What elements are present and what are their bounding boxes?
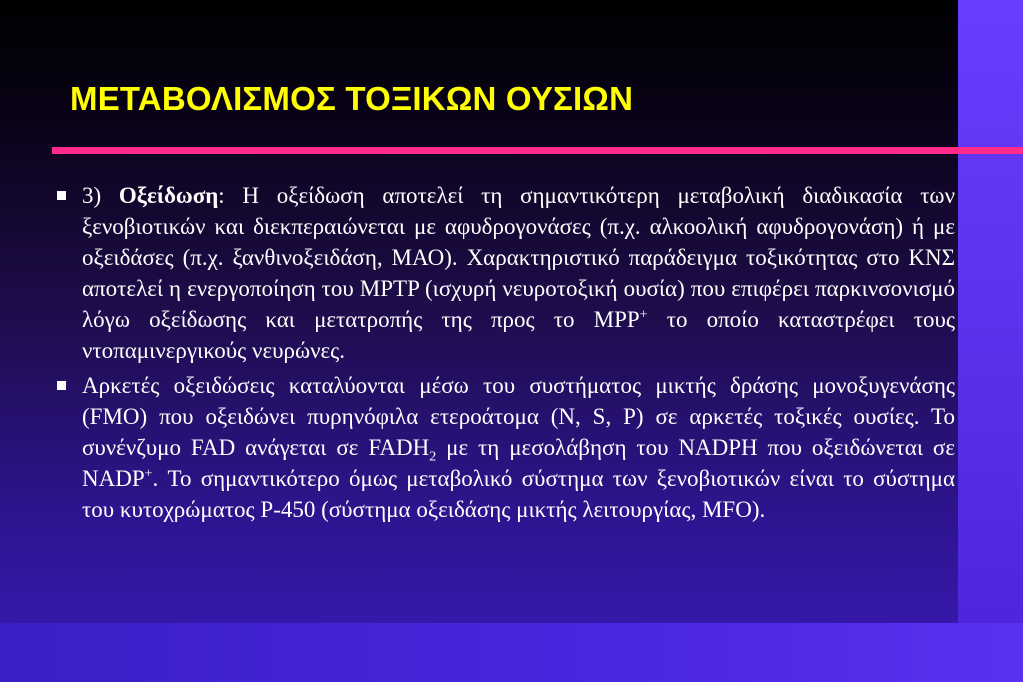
bullet-text: Αρκετές οξειδώσεις καταλύονται μέσω του συστήματος μικτής δράσης μονοξυγενάσης (FMO) που οξειδώνει πυρηνόφιλα ετεροάτομα (N, S, P) σε αρκετές τοξικές ουσίες. Το συνένζυμο FAD ανάγεται σε FADH (82, 373, 955, 460)
bottom-accent-band (0, 623, 1023, 682)
bullet-oxidation (52, 180, 955, 366)
bullet-text: : Η οξείδωση αποτελεί τη σημαντικότερη μεταβολική διαδικασία των ξενοβιοτικών και διεκπεραιώνεται με αφυδρογονάσες (π.χ. αλκοολική αφυδρογονάση) ή με οξειδάσες (π.χ. ξανθινοξειδάση, ΜΑΟ). Χαρακτηριστικό παράδειγμα τοξικότητας στο ΚΝΣ αποτελεί η ενεργοποίηση του MPTP (ισχυρή νευροτοξική ουσία) που επιφέρει παρκινσονισμό λόγω οξείδωσης και μετατροπής της προς το MPP (82, 183, 955, 332)
superscript-plus: + (639, 307, 648, 323)
bullet-text-end: . Το σημαντικότερο όμως μεταβολικό σύστημα των ξενοβιοτικών είναι το σύστημα του κυτοχρώματος P-450 (σύστημα οξειδάσης μικτής λειτουργίας, MFO). (82, 466, 955, 522)
bullet-square-icon (57, 381, 66, 390)
bullet-fmo (52, 370, 955, 525)
bullet-text-cont: το οποίο καταστρέφει τους ντοπαμινεργικούς νευρώνες. (82, 307, 955, 363)
superscript-plus: + (144, 466, 153, 482)
bullet-term: Οξείδωση (118, 183, 219, 208)
bullet-prefix: 3) (82, 183, 119, 208)
bullet-square-icon (57, 191, 66, 200)
subscript-two: 2 (429, 449, 437, 465)
bullet-text-cont: με τη μεσολάβηση του NADPH που οξειδώνεται σε NADP (82, 435, 955, 491)
right-accent-band (958, 0, 1023, 682)
title-underline (52, 147, 1023, 154)
slide-content (52, 180, 955, 529)
slide-title: ΜΕΤΑΒΟΛΙΣΜΟΣ ΤΟΞΙΚΩΝ ΟΥΣΙΩΝ (70, 80, 634, 117)
